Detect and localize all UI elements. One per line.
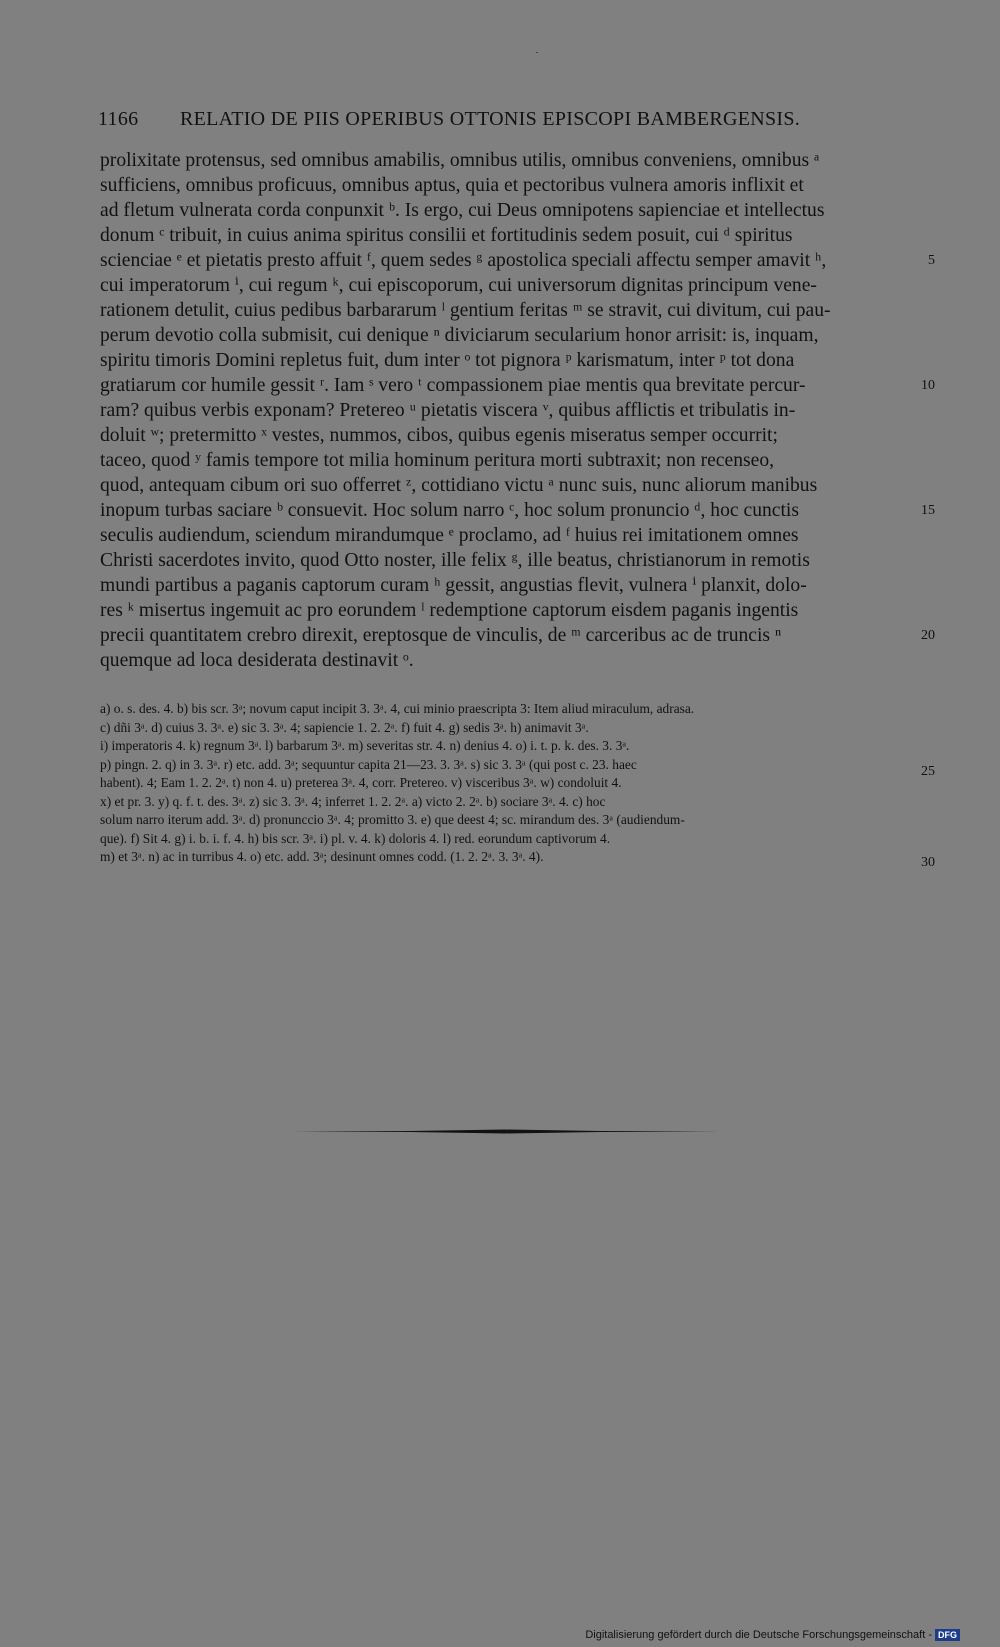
running-title: RELATIO DE PIIS OPERIBUS OTTONIS EPISCOPI BAMBERGENSIS. — [180, 108, 801, 130]
text-line: taceo, quod ʸ famis tempore tot milia hominum peritura morti subtraxit; non recenseo, — [100, 450, 775, 471]
text-line: cui imperatorum ⁱ, cui regum ᵏ, cui episcoporum, cui universorum dignitas principum vene- — [100, 275, 817, 296]
text-line: res ᵏ misertus ingemuit ac pro eorundem ˡ redemptione captorum eisdem paganis ingentis — [100, 600, 799, 621]
text-line: mundi partibus a paganis captorum curam ʰ gessit, angustias flevit, vulnera ⁱ planxit, dolo- — [100, 575, 807, 596]
line-number: 15 — [921, 503, 935, 518]
line-number: 25 — [921, 764, 935, 779]
main-text — [100, 148, 912, 673]
scan-mark — [536, 52, 538, 53]
note-line: c) dñi 3ᵃ. d) cuius 3. 3ᵃ. e) sic 3. 3ᵃ. 4; sapiencie 1. 2. 2ᵃ. f) fuit 4. g) sedis 3ᵃ. h) animavit 3ᵃ. — [100, 719, 589, 735]
line-number: 10 — [921, 378, 935, 393]
note-line: x) et pr. 3. y) q. f. t. des. 3ᵃ. z) sic 3. 3ᵃ. 4; inferret 1. 2. 2ᵃ. a) victo 2. 2ᵃ. b) sociare 3ᵃ. 4. c) hoc — [100, 793, 606, 809]
line-number: 20 — [921, 628, 935, 643]
text-line: perum devotio colla submisit, cui denique ⁿ diviciarum secularium honor arrisit: is, inquam, — [100, 325, 819, 346]
text-line: rationem detulit, cuius pedibus barbararum ˡ gentium feritas ᵐ se stravit, cui divitum, cui pau- — [100, 300, 831, 321]
text-line: gratiarum cor humile gessit ʳ. Iam ˢ vero ᵗ compassionem piae mentis qua brevitate percur- — [100, 375, 806, 396]
running-header — [98, 108, 838, 131]
note-line: i) imperatoris 4. k) regnum 3ᵃ. l) barbarum 3ᵃ. m) severitas str. 4. n) denius 4. o) i. t. p. k. des. 3. 3ᵃ. — [100, 738, 630, 753]
critical-apparatus — [100, 700, 912, 867]
text-line: ram? quibus verbis exponam? Pretereo ᵘ pietatis viscera ᵛ, quibus afflictis et tribulatis in- — [100, 400, 796, 421]
note-line: m) et 3ᵃ. n) ac in turribus 4. o) etc. add. 3ᵃ; desinunt omnes codd. (1. 2. 2ᵃ. 3. 3ᵃ. 4). — [100, 849, 544, 864]
digitization-credit — [585, 1629, 960, 1641]
text-line: scienciae ᵉ et pietatis presto affuit ᶠ, quem sedes ᵍ apostolica speciali affectu semper amavit ʰ, — [100, 250, 827, 271]
text-line: prolixitate protensus, sed omnibus amabilis, omnibus utilis, omnibus conveniens, omnibus ᵃ — [100, 150, 820, 171]
note-line: solum narro iterum add. 3ᵃ. d) pronunccio 3ᵃ. 4; promitto 3. e) que deest 4; sc. mirandum des. 3ᵃ (audiendum- — [100, 812, 685, 827]
text-line: spiritu timoris Domini repletus fuit, dum inter ᵒ tot pignora ᵖ karismatum, inter ᵖ tot dona — [100, 350, 795, 371]
text-line: precii quantitatem crebro direxit, ereptosque de vinculis, de ᵐ carceribus ac de truncis ⁿ — [100, 625, 782, 646]
text-line: ad fletum vulnerata corda conpunxit ᵇ. Is ergo, cui Deus omnipotens sapienciae et intellectus — [100, 200, 825, 221]
dfg-logo: DFG — [935, 1629, 960, 1641]
text-line: quemque ad loca desiderata destinavit ᵒ. — [100, 650, 414, 671]
text-line: inopum turbas saciare ᵇ consuevit. Hoc solum narro ᶜ, hoc solum pronuncio ᵈ, hoc cunctis — [100, 500, 799, 521]
text-line: Christi sacerdotes invito, quod Otto noster, ille felix ᵍ, ille beatus, christianorum in remotis — [100, 550, 810, 571]
text-line: donum ᶜ tribuit, in cuius anima spiritus consilii et fortitudinis sedem posuit, cui ᵈ spiritus — [100, 225, 793, 246]
text-line: sufficiens, omnibus proficuus, omnibus aptus, quia et pectoribus vulnera amoris inflixit et — [100, 175, 804, 196]
text-line: doluit ʷ; pretermitto ˣ vestes, nummos, cibos, quibus egenis miseratus semper occurrit; — [100, 425, 778, 446]
note-line: a) o. s. des. 4. b) bis scr. 3ᵃ; novum caput incipit 3. 3ᵃ. 4, cui minio praescripta 3: Item aliud miraculum, adrasa. — [100, 701, 695, 716]
text-line: quod, antequam cibum ori suo offerret ᶻ, cottidiano victu ᵃ nunc suis, nunc aliorum manibus — [100, 475, 818, 496]
line-number: 5 — [928, 253, 935, 268]
note-line: p) pingn. 2. q) in 3. 3ᵃ. r) etc. add. 3ᵃ; sequuntur capita 21—23. 3. 3ᵃ. s) sic 3. 3ᵃ (qui post c. 23. haec — [100, 756, 637, 772]
page-number: 1166 — [98, 108, 139, 130]
text-line: seculis audiendum, sciendum mirandumque ᵉ proclamo, ad ᶠ huius rei imitationem omnes — [100, 525, 799, 546]
note-line: habent). 4; Eam 1. 2. 2ᵃ. t) non 4. u) preterea 3ᵃ. 4, corr. Pretereo. v) visceribus 3ᵃ. w) condoluit 4. — [100, 775, 622, 790]
credit-text: Digitalisierung gefördert durch die Deutsche Forschungsgemeinschaft - — [585, 1629, 932, 1641]
end-ornament-rule — [290, 1129, 720, 1134]
line-number: 30 — [921, 855, 935, 870]
note-line: que). f) Sit 4. g) i. b. i. f. 4. h) bis scr. 3ᵃ. i) pl. v. 4. k) doloris 4. l) red. eorundum captivorum 4. — [100, 830, 611, 846]
